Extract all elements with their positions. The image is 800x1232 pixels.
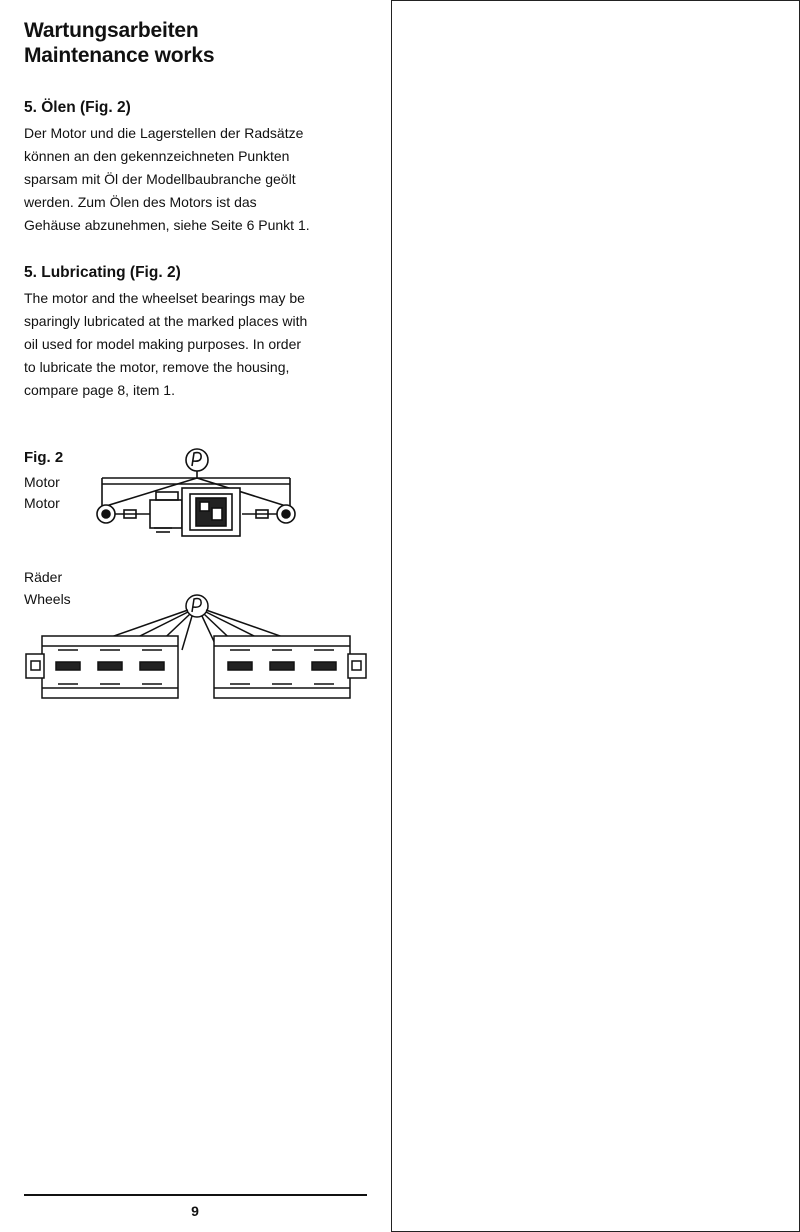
section-heading-english: 5. Lubricating (Fig. 2)	[24, 264, 181, 281]
body-line: to lubricate the motor, remove the housing,	[24, 359, 290, 375]
section-body-english	[24, 287, 374, 402]
motor-label-german: Motor	[24, 474, 60, 490]
oil-can-icon	[186, 449, 208, 471]
body-line: Gehäuse abzunehmen, siehe Seite 6 Punkt 1.	[24, 217, 310, 233]
left-page	[0, 0, 392, 1232]
section-body-german	[24, 122, 374, 237]
body-line: sparsam mit Öl der Modellbaubranche geölt	[24, 171, 296, 187]
section-heading-german: 5. Ölen (Fig. 2)	[24, 99, 131, 116]
page-title	[24, 18, 214, 68]
body-line: Der Motor und die Lagerstellen der Radsätze	[24, 125, 304, 141]
wheels-label-english: Wheels	[24, 591, 71, 607]
body-line: compare page 8, item 1.	[24, 382, 175, 398]
title-english: Maintenance works	[24, 44, 215, 67]
section-english	[24, 263, 374, 402]
footer-rule	[24, 1194, 367, 1196]
title-german: Wartungsarbeiten	[24, 19, 199, 42]
wheels-diagram	[22, 588, 372, 708]
wheels-label-german: Räder	[24, 569, 63, 585]
body-line: können an den gekennzeichneten Punkten	[24, 148, 290, 164]
body-line: The motor and the wheelset bearings may be	[24, 290, 305, 306]
motor-diagram	[90, 442, 305, 542]
motor-label-english: Motor	[24, 495, 60, 511]
body-line: oil used for model making purposes. In order	[24, 336, 302, 352]
body-line: werden. Zum Ölen des Motors ist das	[24, 194, 257, 210]
section-german	[24, 98, 374, 237]
figure-label: Fig. 2	[24, 449, 64, 466]
blank-right-page	[391, 0, 800, 1232]
page-number: 9	[191, 1203, 199, 1219]
body-line: sparingly lubricated at the marked places with	[24, 313, 308, 329]
